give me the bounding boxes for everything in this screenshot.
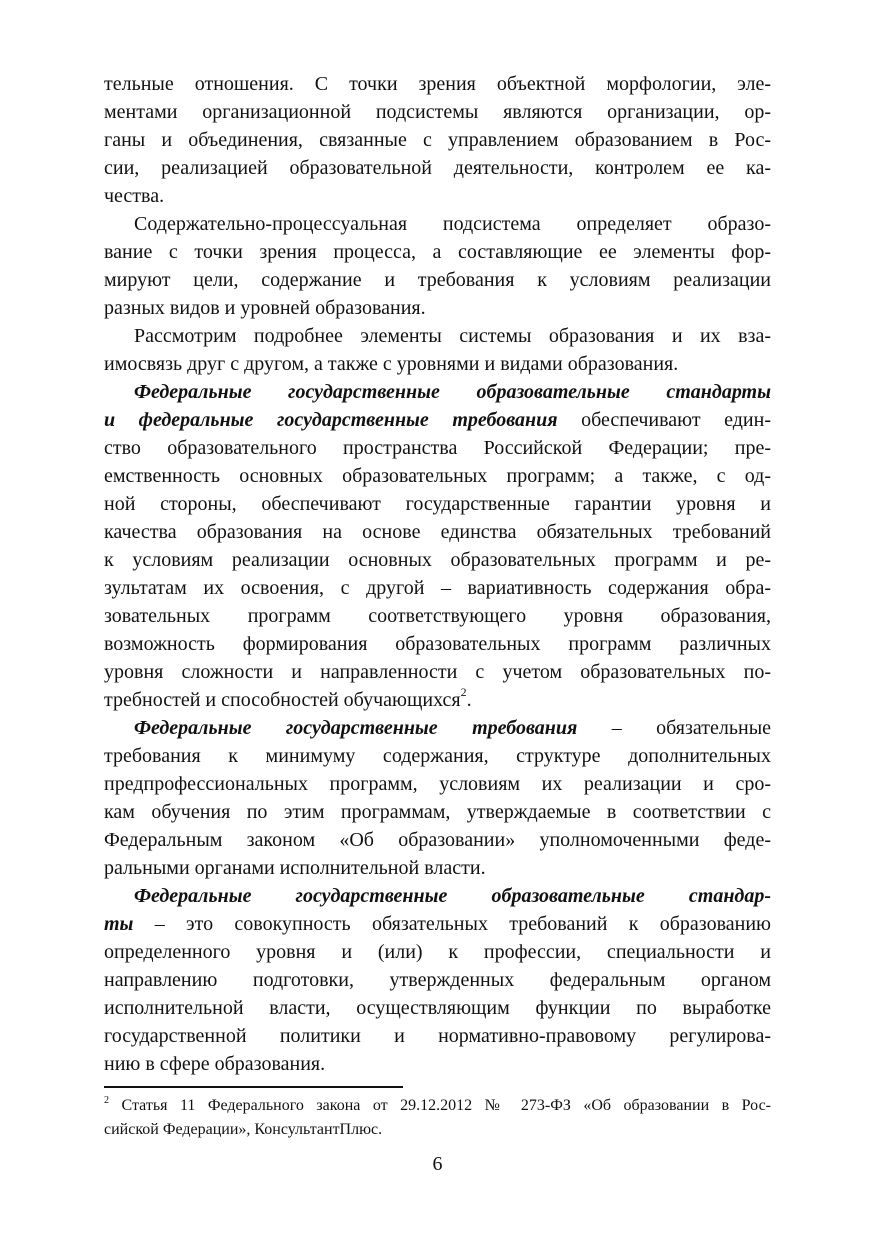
text-line: исполнительной власти, осуществляющим функции по выработке xyxy=(104,997,771,1019)
text-line: требования к минимуму содержания, структуре дополнительных xyxy=(104,745,771,767)
footnote-line: сийской Федерации», КонсультантПлюс. xyxy=(104,1121,383,1138)
text-run: – обязательные xyxy=(577,717,771,739)
text-run: требностей и способностей обучающихся xyxy=(104,689,461,711)
text-line: кам обучения по этим программам, утверждаемые в соответствии с xyxy=(104,801,771,823)
text-line: мируют цели, содержание и требования к условиям реализации xyxy=(104,269,771,291)
text-line xyxy=(134,714,771,742)
text-line: государственной политики и нормативно-правовому регулирова- xyxy=(104,1025,771,1047)
text-line xyxy=(104,406,771,434)
text-line: емственность основных образовательных программ; а также, с од- xyxy=(104,465,771,487)
text-line: к условиям реализации основных образовательных программ и ре- xyxy=(104,549,771,571)
text-run: . xyxy=(466,689,472,711)
footnote-reference[interactable]: 2 xyxy=(460,686,467,700)
defined-term: и федеральные государственные требования xyxy=(104,409,558,431)
text-line: зовательных программ соответствующего уровня образования, xyxy=(104,605,771,627)
text-line: ство образовательного пространства Российской Федерации; пре- xyxy=(104,437,771,459)
defined-term: ты xyxy=(104,913,134,935)
text-line: определенного уровня и (или) к профессии, специальности и xyxy=(104,941,771,963)
text-line: Рассмотрим подробнее элементы системы образования и их вза- xyxy=(134,325,771,347)
footnote-line xyxy=(104,1094,771,1118)
text-line: возможность формирования образовательных программ различных xyxy=(104,633,771,655)
defined-term: Федеральные государственные образовательные стандар- xyxy=(134,885,771,907)
footnote-mark: 2 xyxy=(104,1094,109,1106)
text-run: обеспечивают един- xyxy=(557,409,771,431)
text-line: имосвязь друг с другом, а также с уровнями и видами образования. xyxy=(104,353,679,375)
text-line xyxy=(134,882,771,910)
text-line: качества образования на основе единства обязательных требований xyxy=(104,521,771,543)
text-line: ной стороны, обеспечивают государственные гарантии уровня и xyxy=(104,493,771,515)
text-run: – это совокупность обязательных требований к образованию xyxy=(133,913,771,935)
defined-term: Федеральные государственные требования xyxy=(134,717,578,739)
text-line: ментами организационной подсистемы являются организации, ор- xyxy=(104,101,771,123)
text-line: разных видов и уровней образования. xyxy=(104,297,426,319)
text-line: уровня сложности и направленности с учетом образовательных по- xyxy=(104,661,771,683)
text-line: нию в сфере образования. xyxy=(104,1053,326,1075)
text-line: направлению подготовки, утвержденных федеральным органом xyxy=(104,969,771,991)
text-line: ганы и объединения, связанные с управлением образованием в Рос- xyxy=(104,129,771,151)
text-line: Содержательно-процессуальная подсистема определяет образо- xyxy=(134,213,771,235)
footnote-text: Статья 11 Федерального закона от 29.12.2012 № 273-ФЗ «Об образовании в Рос- xyxy=(109,1097,771,1114)
text-line: зультатам их освоения, с другой – вариативность содержания обра- xyxy=(104,577,771,599)
page-number: 6 xyxy=(432,1153,443,1175)
defined-term: Федеральные государственные образовательные стандарты xyxy=(134,381,771,403)
text-line: Федеральным законом «Об образовании» уполномоченными феде- xyxy=(104,829,771,851)
text-line xyxy=(134,378,771,406)
text-line: ральными органами исполнительной власти. xyxy=(104,857,486,879)
text-line xyxy=(104,686,771,714)
text-line: чества. xyxy=(104,185,165,207)
footnote-separator xyxy=(104,1086,403,1088)
text-line: сии, реализацией образовательной деятельности, контролем ее ка- xyxy=(104,157,771,179)
text-line: тельные отношения. С точки зрения объектной морфологии, эле- xyxy=(104,73,771,95)
text-line xyxy=(104,910,771,938)
text-line: предпрофессиональных программ, условиям их реализации и сро- xyxy=(104,773,771,795)
text-line: вание с точки зрения процесса, а составляющие ее элементы фор- xyxy=(104,241,771,263)
